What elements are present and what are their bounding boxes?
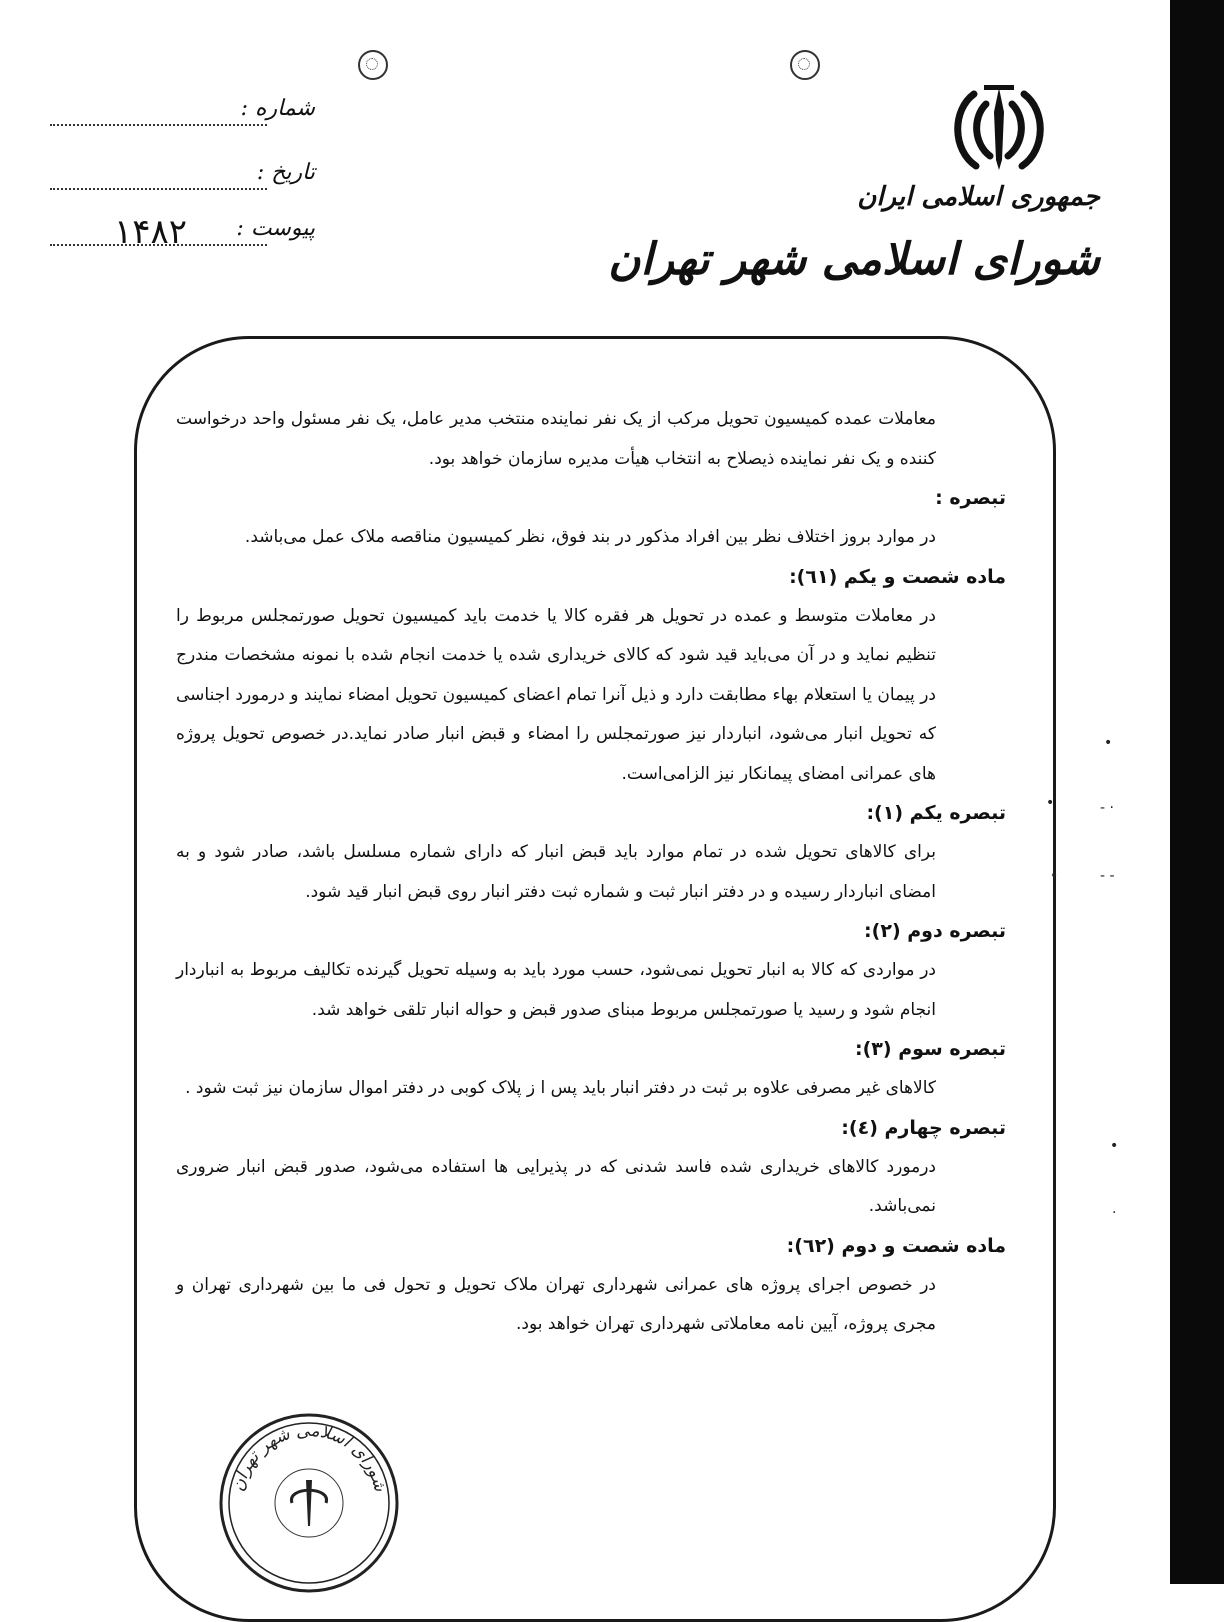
number-field — [50, 96, 315, 136]
section-heading: تبصره یکم (١): — [866, 802, 1006, 824]
number-line — [50, 124, 267, 126]
margin-mark: • — [1104, 735, 1113, 751]
body-paragraph: کالاهای غیر مصرفی علاوه بر ثبت در دفتر انبار باید پس ا ز پلاک کوبی در دفتر اموال سازمان نیز ثبت شود . — [185, 1078, 936, 1098]
date-field — [50, 160, 315, 200]
margin-mark: • — [1050, 868, 1059, 884]
attachment-value: ۱۴۸۲ — [114, 212, 188, 252]
margin-mark: • — [1110, 1138, 1119, 1154]
section-heading: ماده شصت و یکم (٦١): — [789, 565, 1006, 588]
date-line — [50, 188, 267, 190]
section-heading: تبصره : — [935, 487, 1006, 509]
section-heading: ماده شصت و دوم (٦٢): — [786, 1234, 1006, 1257]
body-paragraph: در موارد بروز اختلاف نظر بین افراد مذکور در بند فوق، نظر کمیسیون مناقصه ملاک عمل می‌باشد. — [244, 527, 936, 547]
section-heading: تبصره سوم (٣): — [855, 1038, 1006, 1060]
scan-edge-bar — [1170, 0, 1224, 1584]
section-heading: تبصره چهارم (٤): — [841, 1116, 1006, 1139]
council-name: شورای اسلامی شهر تهران — [608, 234, 1100, 285]
body-paragraph: برای کالاهای تحویل شده در تمام موارد باید قبض انبار که دارای شماره مسلسل باشد، صادر شود و به امضای انباردار رسیده و در دفتر انبار ثبت و شماره ثبت دفتر انبار روی قبض انبار قید شود. — [176, 842, 936, 902]
iran-emblem-icon — [944, 82, 1054, 174]
margin-mark: - · — [1100, 800, 1114, 816]
punch-hole-mark — [790, 50, 820, 80]
body-paragraph: در معاملات متوسط و عمده در تحویل هر فقره کالا یا خدمت باید کمیسیون تحویل صورتمجلس مربوط را تنظیم نماید و در آن می‌باید قید شود که کالای خریداری شده یا خدمت انجام شده با نمونه مشخصات مندرج در پیمان یا استعلام بهاء مطابقت دارد و ذیل آنرا تمام اعضای کمیسیون تحویل امضاء نمایند و درمورد اجناسی که تحویل انبار می‌شود، انباردار نیز صورتمجلس را امضاء و قبض انبار صادر نماید.در خصوص تحویل پروژه های عمرانی امضای پیمانکار نیز الزامی‌است. — [176, 605, 936, 784]
attachment-label: پیوست : — [236, 216, 315, 241]
margin-mark: • — [1046, 795, 1055, 811]
document-body — [176, 400, 1014, 1345]
section-heading: تبصره دوم (٢): — [864, 920, 1006, 942]
body-paragraph: در خصوص اجرای پروژه های عمرانی شهرداری تهران ملاک تحویل و تحول فی ما بین شهرداری تهران و مجری پروژه، آیین نامه معاملاتی شهرداری تهران خواهد بود. — [176, 1274, 936, 1334]
body-paragraph: درمورد کالاهای خریداری شده فاسد شدنی که در پذیرایی ها استفاده می‌شود، صدور قبض انبار ضروری نمی‌باشد. — [176, 1156, 936, 1216]
date-label: تاریخ : — [256, 160, 315, 185]
seal-text: شورای اسلامی شهر تهران — [228, 1420, 390, 1494]
council-seal — [214, 1408, 404, 1598]
punch-hole-mark — [358, 50, 388, 80]
number-label: شماره : — [240, 96, 315, 121]
margin-mark: · — [1112, 1205, 1117, 1221]
margin-mark: - - — [1100, 868, 1115, 884]
attachment-field — [50, 212, 315, 256]
country-name: جمهوری اسلامی ایران — [857, 182, 1100, 212]
body-paragraph: در مواردی که کالا به انبار تحویل نمی‌شود، حسب مورد باید به وسیله تحویل گیرنده تکالیف مربوط به انباردار انجام شود و رسید یا صورتمجلس مربوط مبنای صدور قبض و حواله انبار تلقی خواهد شد. — [176, 960, 936, 1020]
body-paragraph: معاملات عمده کمیسیون تحویل مرکب از یک نفر نماینده منتخب مدیر عامل، یک نفر مسئول واحد درخواست کننده و یک نفر نماینده ذیصلاح به انتخاب هیأت مدیره سازمان خواهد بود. — [176, 409, 936, 469]
